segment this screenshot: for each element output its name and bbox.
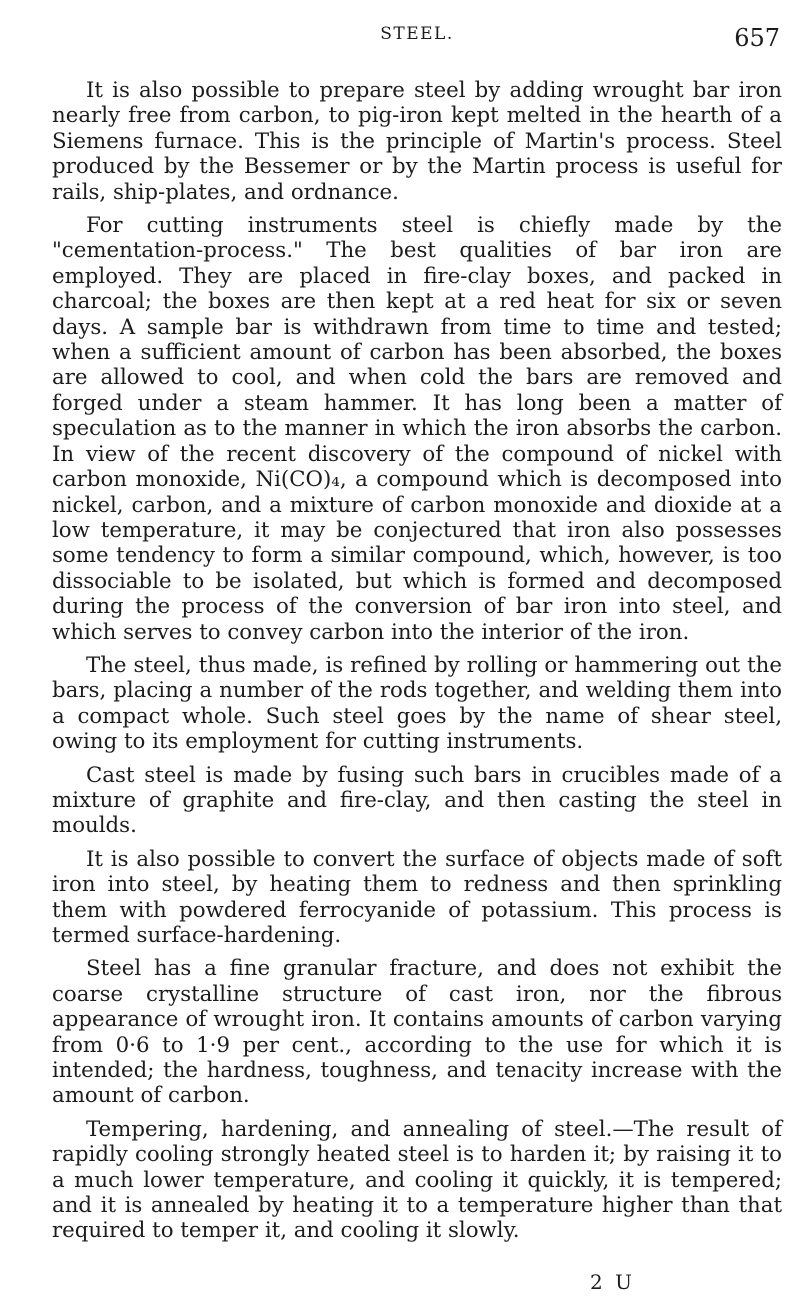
paragraph-surface-hardening: It is also possible to convert the surface of objects made of soft iron into steel, by heating them to redness and then sprinkling them with powdered ferrocyanide of potassium. This process is termed surface-hardening. bbox=[52, 846, 782, 948]
paragraph-martin-process: It is also possible to prepare steel by adding wrought bar iron nearly free from carbon, to pig-iron kept melted in the hearth of a Siemens furnace. This is the principle of Martin's process. Steel produced by the Bessemer or by the Martin process is useful for rails, ship-plates, and ordnance. bbox=[52, 78, 782, 205]
paragraph-cementation-process: For cutting instruments steel is chiefly made by the "cementation-process." The best qualities of bar iron are employed. They are placed in fire-clay boxes, and packed in charcoal; the boxes are then kept at a red heat for six or seven days. A sample bar is withdrawn from time to time and tested; when a sufficient amount of carbon has been absorbed, the boxes are allowed to cool, and when cold the bars are removed and forged under a steam hammer. It has long been a matter of speculation as to the manner in which the iron absorbs the carbon. In view of the recent discovery of the compound of nickel with carbon monoxide, Ni(CO)₄, a compound which is decomposed into nickel, carbon, and a mixture of carbon monoxide and dioxide at a low temperature, it may be conjectured that iron also possesses some tendency to form a similar compound, which, however, is too dissociable to be isolated, but which is formed and decomposed during the process of the conversion of bar iron into steel, and which serves to convey carbon into the interior of the iron. bbox=[52, 213, 782, 645]
running-title: STEEL. bbox=[380, 24, 454, 44]
paragraph-shear-steel: The steel, thus made, is refined by rolling or hammering out the bars, placing a number of the rods together, and welding them into a compact whole. Such steel goes by the name of shear steel, owing to its employment for cutting instruments. bbox=[52, 652, 782, 755]
paragraph-cast-steel: Cast steel is made by fusing such bars in crucibles made of a mixture of graphite and fire-clay, and then casting the steel in moulds. bbox=[52, 762, 782, 839]
paragraph-steel-properties: Steel has a fine granular fracture, and does not exhibit the coarse crystalline structure of cast iron, nor the fibrous appearance of wrought iron. It contains amounts of carbon varying from 0·6 to 1·9 per cent., according to the use for which it is intended; the hardness, toughness, and tenacity increase with the amount of carbon. bbox=[52, 956, 782, 1109]
signature-mark: 2 U bbox=[590, 1270, 635, 1294]
book-page bbox=[52, 14, 782, 1294]
page-number: 657 bbox=[734, 24, 780, 52]
paragraph-tempering: Tempering, hardening, and annealing of steel.—The result of rapidly cooling strongly heated steel is to harden it; by raising it to a much lower temperature, and cooling it quickly, it is tempered; and it is annealed by heating it to a temperature higher than that required to temper it, and cooling it slowly. bbox=[52, 1116, 782, 1244]
running-head bbox=[52, 14, 782, 78]
page-body bbox=[52, 78, 782, 1244]
